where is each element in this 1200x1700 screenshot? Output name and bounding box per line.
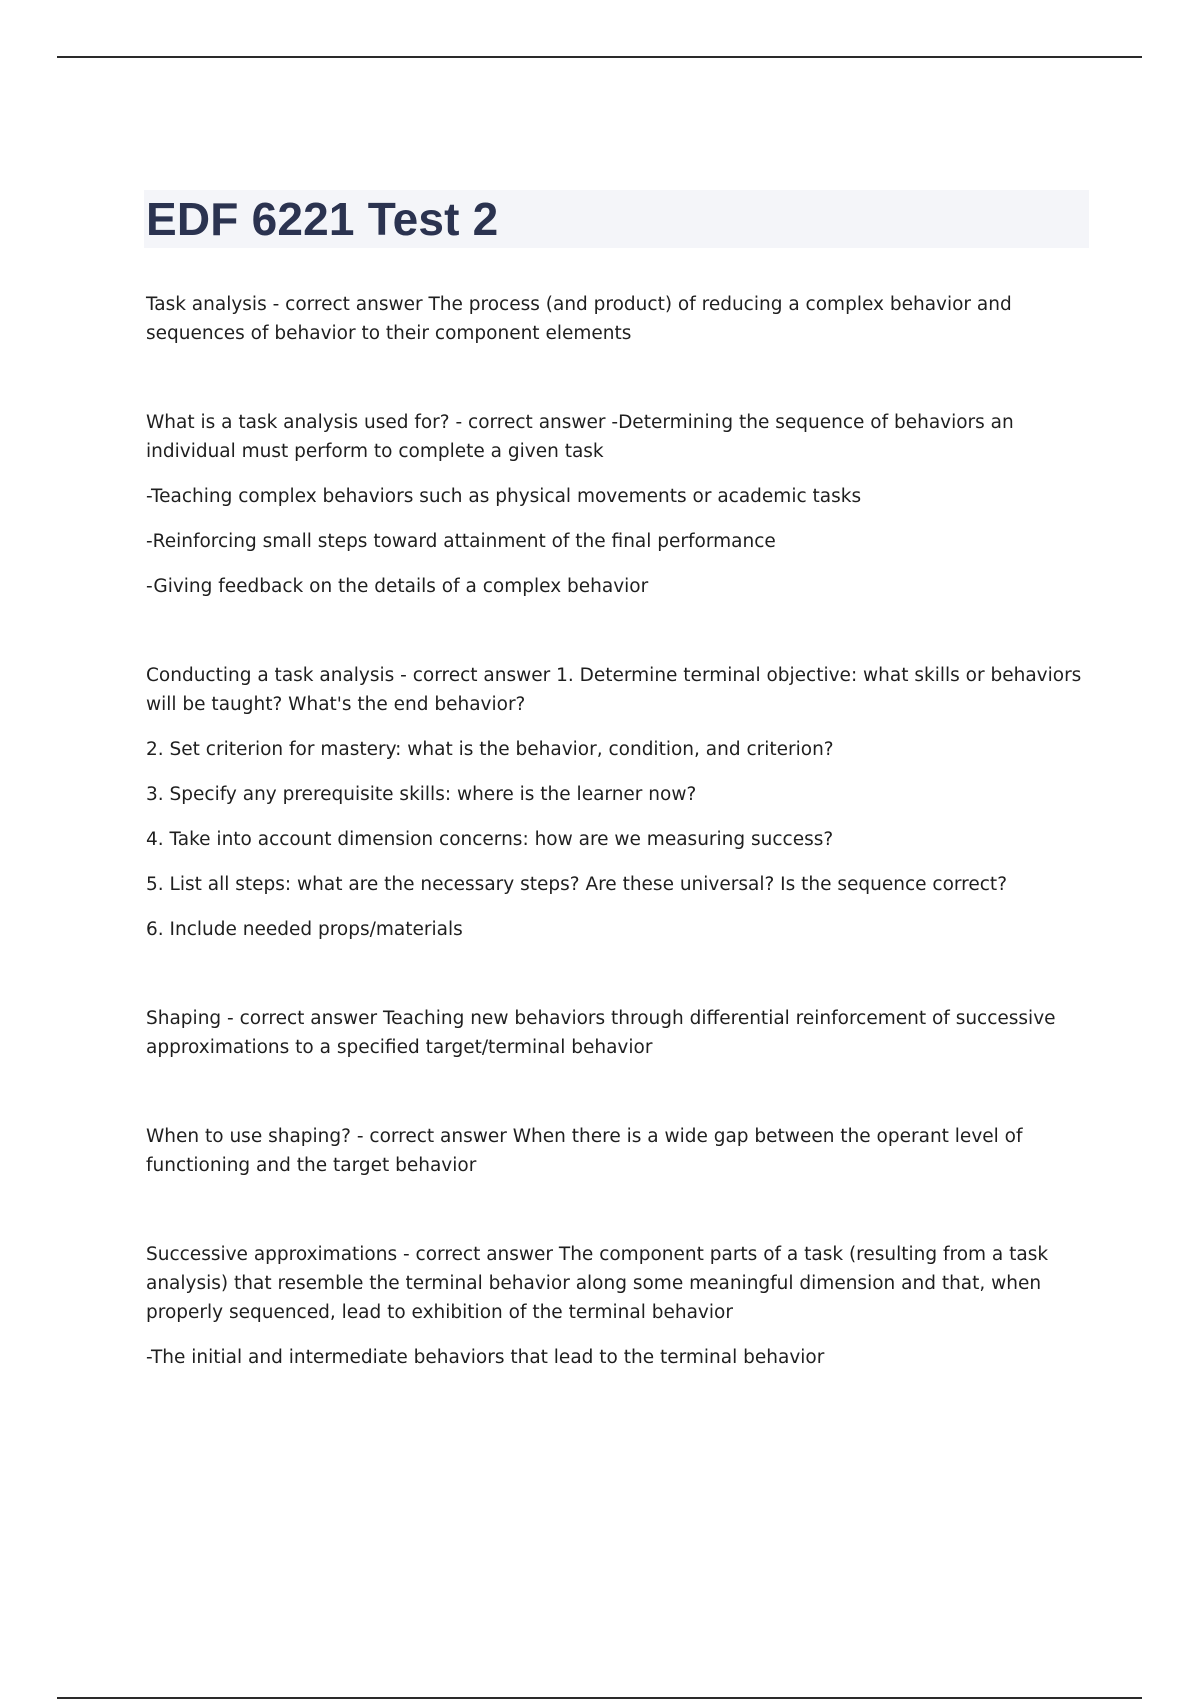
qa-paragraph: 5. List all steps: what are the necessary steps? Are these universal? Is the sequence correct? bbox=[146, 874, 1008, 895]
qa-entry bbox=[146, 661, 1091, 944]
qa-paragraph: Successive approximations - correct answer The component parts of a task (resulting from a task analysis) that resemble the terminal behavior along some meaningful dimension and that, when properly sequenced, lead to exhibition of the terminal behavior bbox=[146, 1244, 1049, 1323]
document-title: EDF 6221 Test 2 bbox=[146, 193, 499, 245]
qa-entry bbox=[146, 1004, 1091, 1062]
qa-paragraph: -Giving feedback on the details of a complex behavior bbox=[146, 576, 649, 597]
document-body bbox=[146, 290, 1091, 1432]
header-rule bbox=[57, 56, 1142, 58]
qa-paragraph: 2. Set criterion for mastery: what is the behavior, condition, and criterion? bbox=[146, 739, 834, 760]
qa-paragraph: Shaping - correct answer Teaching new behaviors through differential reinforcement of successive approximations to a specified target/terminal behavior bbox=[146, 1008, 1056, 1058]
qa-entry bbox=[146, 408, 1091, 601]
qa-entry bbox=[146, 1240, 1091, 1372]
qa-paragraph: -Teaching complex behaviors such as physical movements or academic tasks bbox=[146, 486, 862, 507]
qa-entry bbox=[146, 1122, 1091, 1180]
qa-paragraph: When to use shaping? - correct answer When there is a wide gap between the operant level of functioning and the target behavior bbox=[146, 1126, 1023, 1176]
qa-paragraph: What is a task analysis used for? - correct answer -Determining the sequence of behaviors an individual must perform to complete a given task bbox=[146, 412, 1014, 462]
qa-paragraph: 4. Take into account dimension concerns: how are we measuring success? bbox=[146, 829, 834, 850]
qa-paragraph: -The initial and intermediate behaviors that lead to the terminal behavior bbox=[146, 1347, 825, 1368]
qa-paragraph: Conducting a task analysis - correct answer 1. Determine terminal objective: what skills or behaviors will be taught? What's the end behavior? bbox=[146, 665, 1082, 715]
qa-entry bbox=[146, 290, 1091, 348]
qa-paragraph: 3. Specify any prerequisite skills: where is the learner now? bbox=[146, 784, 697, 805]
qa-paragraph: -Reinforcing small steps toward attainment of the final performance bbox=[146, 531, 776, 552]
footer-rule bbox=[57, 1697, 1142, 1699]
qa-paragraph: 6. Include needed props/materials bbox=[146, 919, 463, 940]
qa-paragraph: Task analysis - correct answer The process (and product) of reducing a complex behavior and sequences of behavior to their component elements bbox=[146, 294, 1012, 344]
